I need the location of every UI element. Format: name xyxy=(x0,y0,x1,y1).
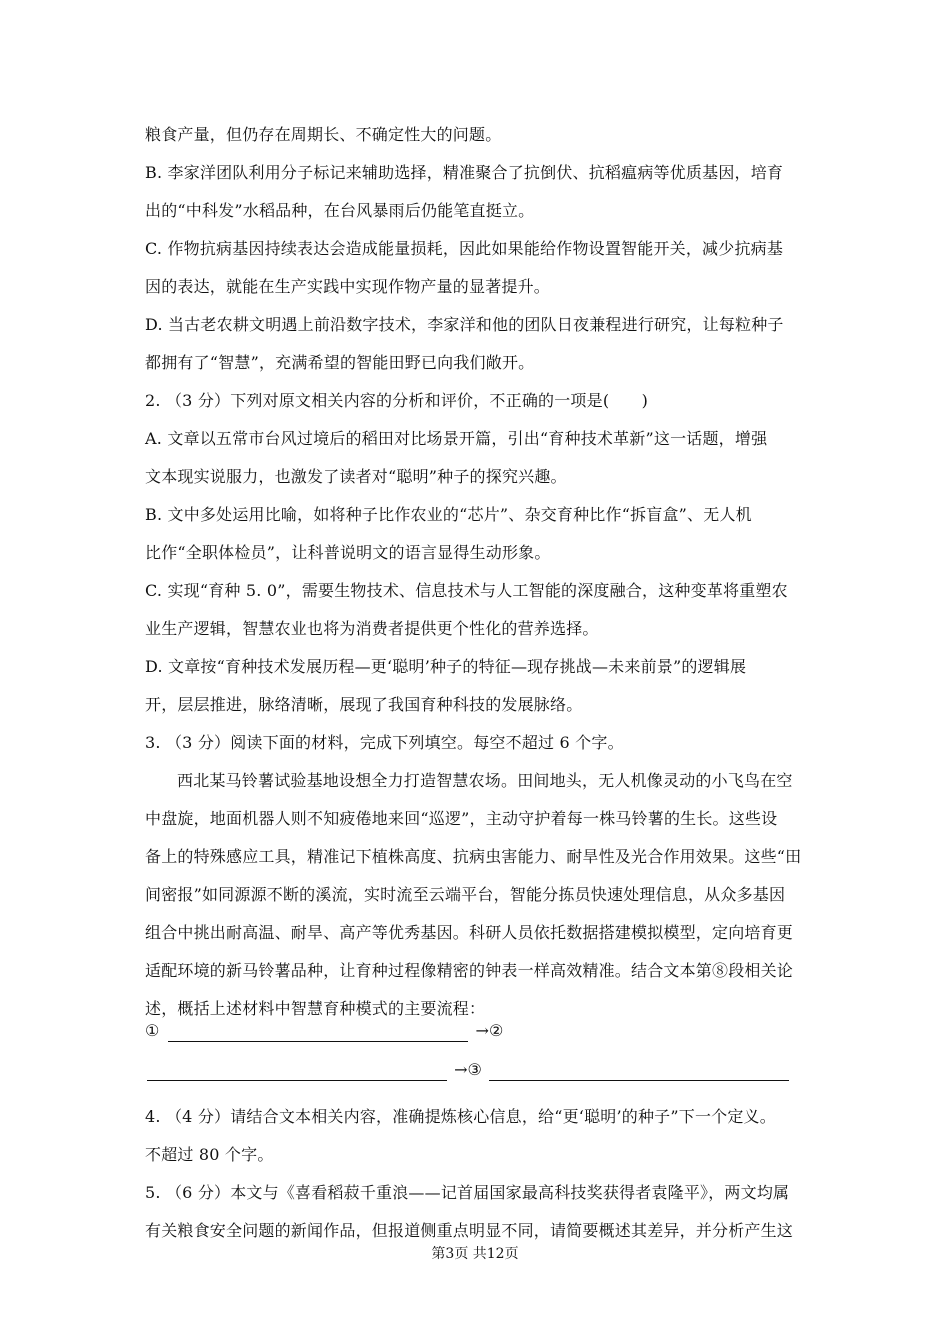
text-line: 业生产逻辑，智慧农业也将为消费者提供更个性化的营养选择。 xyxy=(145,619,599,638)
text-line: 组合中挑出耐高温、耐旱、高产等优秀基因。科研人员依托数据搭建模拟模型，定向培育更 xyxy=(145,923,794,942)
text-line: 述，概括上述材料中智慧育种模式的主要流程： xyxy=(145,999,486,1018)
text-line: 开，层层推进，脉络清晰，展现了我国育种科技的发展脉络。 xyxy=(145,695,583,714)
text-line: 因的表达，就能在生产实践中实现作物产量的显著提升。 xyxy=(145,277,551,296)
text-line: B. 李家洋团队利用分子标记来辅助选择，精准聚合了抗倒伏、抗稻瘟病等优质基因，培育 xyxy=(145,163,784,182)
blank-marker-1: ① xyxy=(145,1021,160,1040)
text-line: 中盘旋，地面机器人则不知疲倦地来回“巡逻”，主动守护着每一株马铃薯的生长。这些设 xyxy=(145,809,778,828)
text-line: 4. （4 分）请结合文本相关内容，准确提炼核心信息，给“更‘聪明’的种子”下一个定义。 xyxy=(145,1107,776,1126)
answer-blank-1[interactable] xyxy=(168,1023,468,1042)
text-line: 西北某马铃薯试验基地设想全力打造智慧农场。田间地头，无人机像灵动的小飞鸟在空 xyxy=(177,771,793,790)
text-line: 不超过 80 个字。 xyxy=(145,1145,274,1164)
text-line: C. 实现“育种 5. 0”，需要生物技术、信息技术与人工智能的深度融合，这种变革将重塑农 xyxy=(145,581,788,600)
arrow-marker-3: →③ xyxy=(454,1060,482,1079)
answer-row-1 xyxy=(145,1020,815,1042)
text-line: 间密报”如同源源不断的溪流，实时流至云端平台，智能分拣员快速处理信息，从众多基因 xyxy=(145,885,786,904)
page-footer: 第3页 共12页 xyxy=(431,1246,519,1262)
text-line: D. 文章按“育种技术发展历程—更‘聪明’种子的特征—现存挑战—未来前景”的逻辑展 xyxy=(145,657,747,676)
text-line: 适配环境的新马铃薯品种，让育种过程像精密的钟表一样高效精准。结合文本第⑧段相关论 xyxy=(145,961,794,980)
answer-blank-3[interactable] xyxy=(489,1062,789,1081)
text-line: D. 当古老农耕文明遇上前沿数字技术，李家洋和他的团队日夜兼程进行研究，让每粒种子 xyxy=(145,315,784,334)
text-line: 备上的特殊感应工具，精准记下植株高度、抗病虫害能力、耐旱性及光合作用效果。这些“田 xyxy=(145,847,802,866)
text-line: 粮食产量，但仍存在周期长、不确定性大的问题。 xyxy=(145,125,502,144)
text-line: 有关粮食安全问题的新闻作品，但报道侧重点明显不同，请简要概述其差异，并分析产生这 xyxy=(145,1221,794,1240)
text-line: 比作“全职体检员”，让科普说明文的语言显得生动形象。 xyxy=(145,543,551,562)
text-line: B. 文中多处运用比喻，如将种子比作农业的“芯片”、杂交育种比作“拆盲盒”、无人机 xyxy=(145,505,752,524)
arrow-marker-2: →② xyxy=(475,1021,504,1040)
text-line: 2. （3 分）下列对原文相关内容的分析和评价，不正确的一项是( ) xyxy=(145,391,649,410)
text-line: 都拥有了“智慧”，充满希望的智能田野已向我们敞开。 xyxy=(145,353,535,372)
text-line: 文本现实说服力，也激发了读者对“聪明”种子的探究兴趣。 xyxy=(145,467,567,486)
text-line: C. 作物抗病基因持续表达会造成能量损耗，因此如果能给作物设置智能开关，减少抗病基 xyxy=(145,239,784,258)
answer-blank-2[interactable] xyxy=(147,1062,447,1081)
text-line: 出的“中科发”水稻品种，在台风暴雨后仍能笔直挺立。 xyxy=(145,201,535,220)
text-line: A. 文章以五常市台风过境后的稻田对比场景开篇，引出“育种技术革新”这一话题，增强 xyxy=(145,429,768,448)
answer-row-2 xyxy=(145,1059,815,1081)
text-line: 3. （3 分）阅读下面的材料，完成下列填空。每空不超过 6 个字。 xyxy=(145,733,624,752)
text-line: 5. （6 分）本文与《喜看稻菽千重浪——记首届国家最高科技奖获得者袁隆平》，两文均属 xyxy=(145,1183,790,1202)
